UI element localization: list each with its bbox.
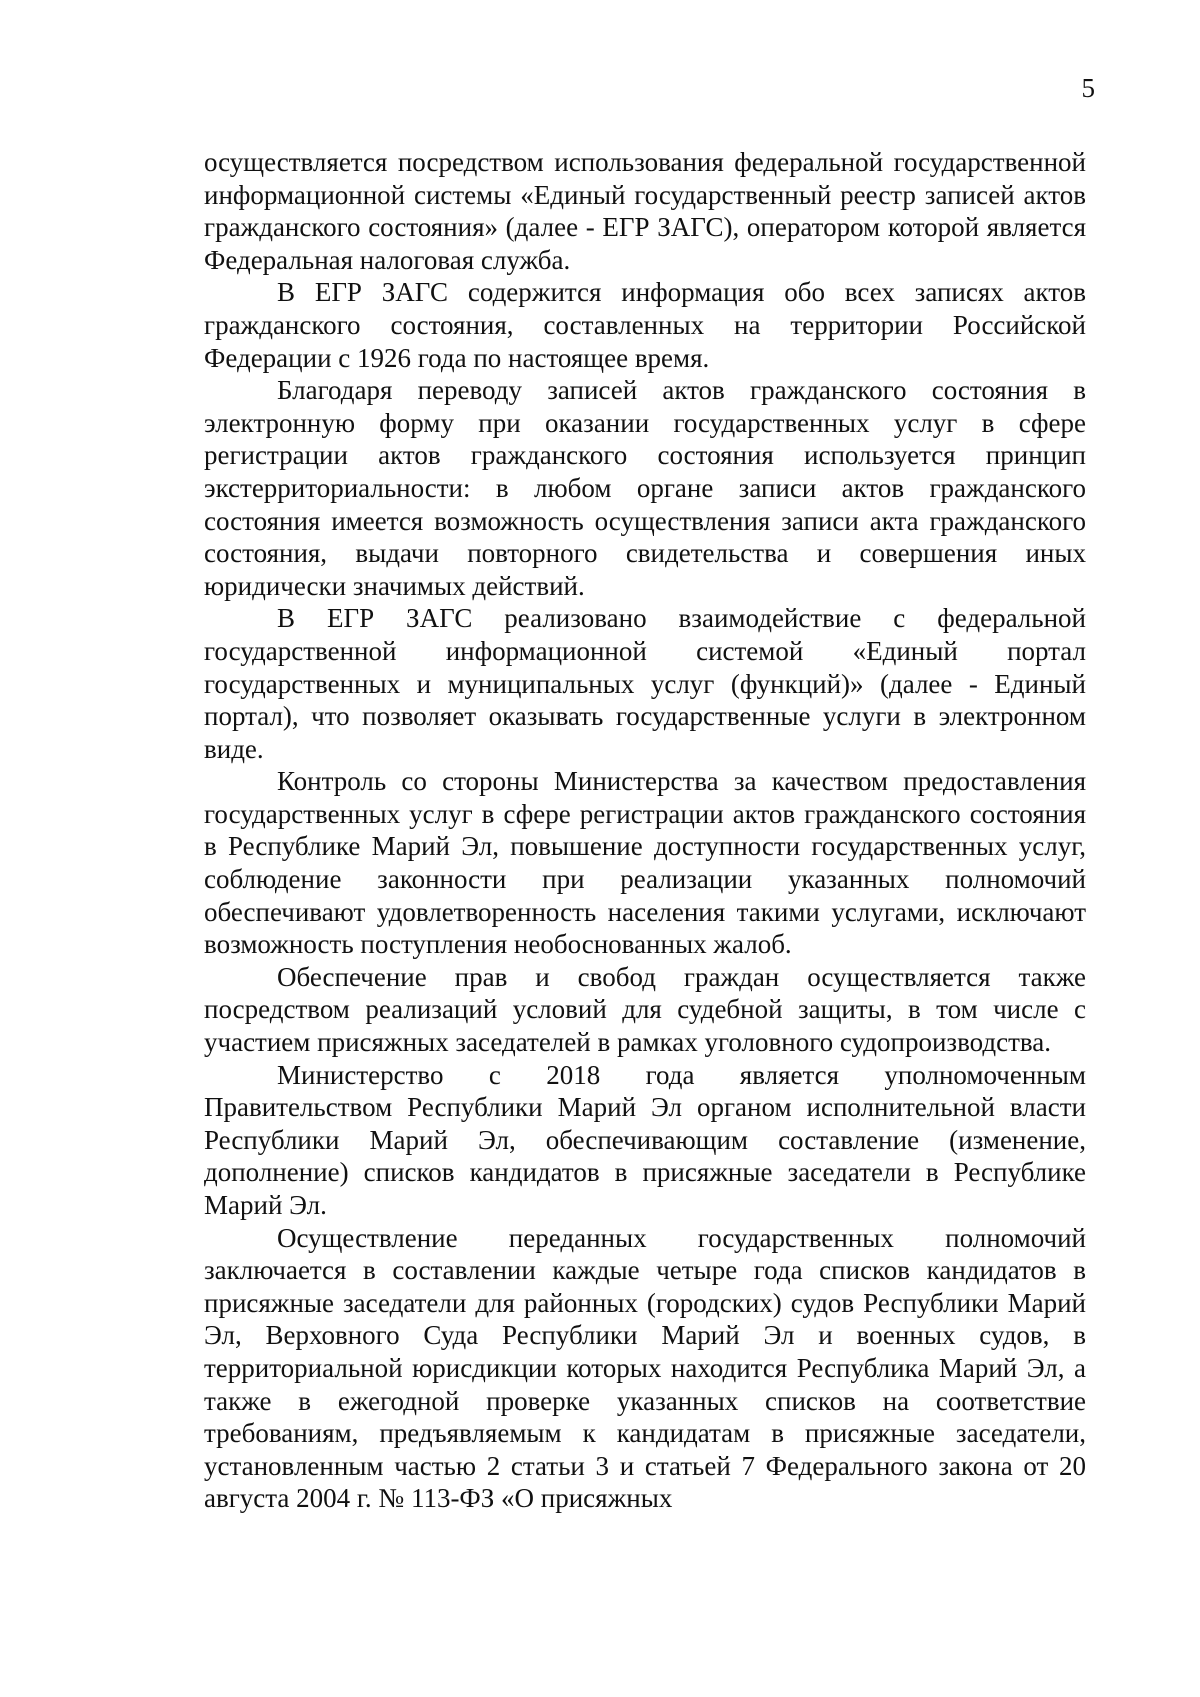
paragraph-extraterritoriality: Благодаря переводу записей актов гражданского состояния в электронную форму при оказании государственных услуг в сфере регистрации актов гражданского состояния используется принцип экстерриториальности: в любом органе записи актов гражданского состояния имеется возможность осуществления записи акта гражданского состояния, выдачи повторного свидетельства и совершения иных юридически значимых действий. [204, 375, 1086, 601]
paragraph-ministry-control: Контроль со стороны Министерства за качеством предоставления государственных услуг в сфере регистрации актов гражданского состояния в Республике Марий Эл, повышение доступности государственных услуг, соблюдение законности при реализации указанных полномочий обеспечивают удовлетворенность населения такими услугами, исключают возможность поступления необоснованных жалоб. [204, 766, 1086, 960]
paragraph-rights-freedoms: Обеспечение прав и свобод граждан осуществляется также посредством реализаций условий для судебной защиты, в том числе с участием присяжных заседателей в рамках уголовного судопроизводства. [204, 961, 1086, 1058]
paragraph-unified-portal: В ЕГР ЗАГС реализовано взаимодействие с федеральной государственной информационной системой «Единый портал государственных и муниципальных услуг (функций)» (далее - Единый портал), что позволяет оказывать государственные услуги в электронном виде. [204, 603, 1086, 764]
paragraph-egr-zags-content: В ЕГР ЗАГС содержится информация обо всех записях актов гражданского состояния, составленных на территории Российской Федерации с 1926 года по настоящее время. [204, 277, 1086, 373]
paragraph-ministry-since-2018: Министерство с 2018 года является уполномоченным Правительством Республики Марий Эл органом исполнительной власти Республики Марий Эл, обеспечивающим составление (изменение, дополнение) списков кандидатов в присяжные заседатели в Республике Марий Эл. [204, 1059, 1086, 1220]
document-body [204, 146, 1086, 1515]
paragraph-continuation: осуществляется посредством использования федеральной государственной информационной системы «Единый государственный реестр записей актов гражданского состояния» (далее - ЕГР ЗАГС), оператором которой является Федеральная налоговая служба. [204, 147, 1086, 275]
page-number: 5 [1081, 73, 1095, 103]
paragraph-delegated-powers: Осуществление переданных государственных полномочий заключается в составлении каждые четыре года списков кандидатов в присяжные заседатели для районных (городских) судов Республики Марий Эл, Верховного Суда Республики Марий Эл и военных судов, в территориальной юрисдикции которых находится Республика Марий Эл, а также в ежегодной проверке указанных списков на соответствие требованиям, предъявляемым к кандидатам в присяжные заседатели, установленным частью 2 статьи 3 и статьей 7 Федерального закона от 20 августа 2004 г. № 113-ФЗ «О присяжных [204, 1222, 1086, 1514]
